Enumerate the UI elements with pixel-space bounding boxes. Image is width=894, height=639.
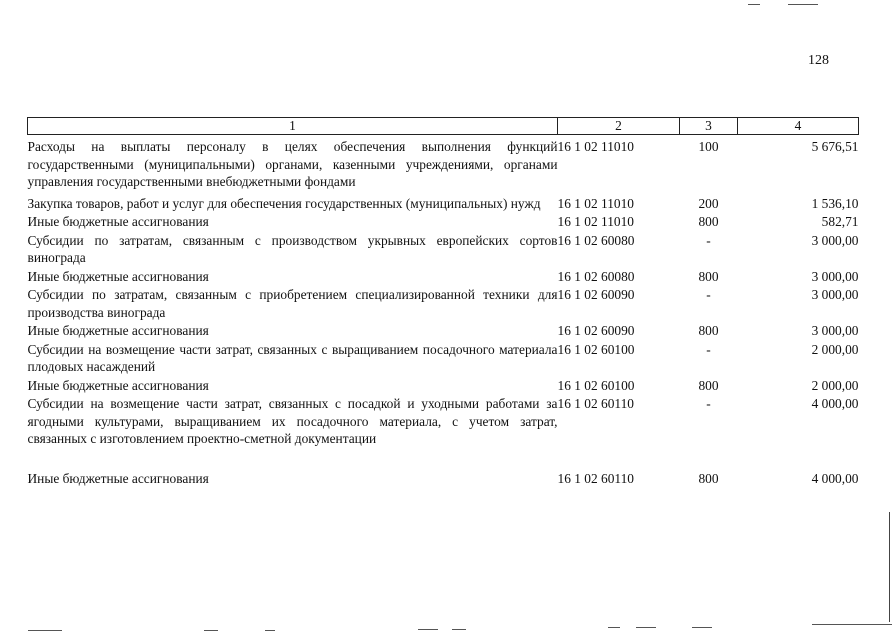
- row-type: -: [706, 341, 711, 357]
- scan-artifact-bottom-8: [692, 627, 712, 628]
- row-type: 800: [698, 323, 719, 338]
- row-amount: 582,71: [821, 214, 859, 229]
- row-amount: 3 000,00: [811, 287, 859, 302]
- row-description: Субсидии на возмещение части затрат, связанных с выращиванием посадочного материала плодовых насаждений: [27, 341, 558, 374]
- scan-artifact-bottom-9: [812, 624, 892, 625]
- row-description: Иные бюджетные ассигнования: [27, 214, 209, 229]
- budget-table: [27, 117, 859, 488]
- row-amount: 2 000,00: [811, 377, 859, 393]
- column-header-4: 4: [738, 118, 859, 135]
- row-code: 16 1 02 60100: [557, 377, 635, 393]
- scan-artifact-bottom-7: [636, 627, 656, 628]
- table-row: [28, 395, 859, 449]
- table-row: [28, 268, 859, 287]
- column-header-3: 3: [680, 118, 738, 135]
- row-amount: 4 000,00: [811, 470, 859, 486]
- row-type: 800: [698, 214, 719, 229]
- row-amount: 3 000,00: [811, 323, 859, 338]
- table-row: [28, 213, 859, 232]
- scan-artifact-bottom-1: [28, 630, 62, 631]
- table-row: [28, 322, 859, 341]
- table-row: [28, 449, 859, 489]
- column-header-1: 1: [28, 118, 558, 135]
- table-row: [28, 341, 859, 377]
- table-body: [28, 135, 859, 489]
- row-type: 100: [698, 139, 719, 154]
- row-amount: 4 000,00: [811, 396, 859, 411]
- row-type: -: [706, 396, 711, 411]
- scan-artifact-bottom-4: [418, 629, 438, 630]
- row-type: 800: [698, 470, 719, 486]
- table-row: [28, 286, 859, 322]
- row-description: Закупка товаров, работ и услуг для обеспечения государственных (муниципальных) нужд: [27, 195, 541, 211]
- row-description: Иные бюджетные ассигнования: [27, 377, 209, 393]
- header-row: [28, 118, 859, 135]
- scan-artifact-bottom-3: [265, 630, 275, 631]
- scan-artifact-top-2: [788, 4, 818, 5]
- page-number: 128: [808, 53, 829, 68]
- row-type: -: [706, 287, 711, 302]
- row-code: 16 1 02 11010: [557, 139, 634, 154]
- row-code: 16 1 02 60110: [557, 396, 634, 411]
- row-type: 800: [698, 377, 719, 393]
- row-type: 200: [698, 195, 719, 211]
- row-description: Иные бюджетные ассигнования: [27, 470, 209, 486]
- scan-artifact-bottom-5: [452, 629, 466, 630]
- table-row: [28, 232, 859, 268]
- row-description: Иные бюджетные ассигнования: [27, 268, 209, 284]
- row-code: 16 1 02 60110: [557, 470, 634, 486]
- row-code: 16 1 02 11010: [557, 214, 634, 229]
- row-code: 16 1 02 11010: [557, 195, 634, 211]
- table-row: [28, 135, 859, 192]
- row-code: 16 1 02 60090: [557, 323, 635, 338]
- table-row: [28, 377, 859, 396]
- row-type: 800: [698, 268, 719, 284]
- row-description: Субсидии по затратам, связанным с производством укрывных европейских сортов винограда: [27, 232, 558, 265]
- row-code: 16 1 02 60090: [557, 287, 635, 302]
- row-amount: 2 000,00: [811, 341, 859, 357]
- row-description: Субсидии на возмещение части затрат, связанных с посадкой и уходными работами за ягодными культурами, выращиванием их посадочного материала, с учетом затрат, связанных с изготовлением проектно-сметной документации: [27, 396, 558, 446]
- row-type: -: [706, 232, 711, 248]
- row-description: Расходы на выплаты персоналу в целях обеспечения выполнения функций государственными (муниципальными) органами, казенными учреждениями, органами управления государственными внебюджетными фондами: [27, 139, 558, 189]
- row-code: 16 1 02 60080: [557, 268, 635, 284]
- row-description: Иные бюджетные ассигнования: [27, 323, 209, 338]
- column-header-2: 2: [558, 118, 680, 135]
- row-code: 16 1 02 60100: [557, 341, 635, 357]
- row-amount: 1 536,10: [811, 195, 859, 211]
- scan-artifact-top-1: [748, 4, 760, 5]
- row-amount: 3 000,00: [811, 232, 859, 248]
- table-row: [28, 192, 859, 214]
- table-header: [28, 118, 859, 135]
- scan-artifact-bottom-2: [204, 630, 218, 631]
- row-amount: 5 676,51: [811, 139, 859, 154]
- row-amount: 3 000,00: [811, 268, 859, 284]
- row-code: 16 1 02 60080: [557, 232, 635, 248]
- scan-artifact-right-edge: [889, 512, 890, 622]
- row-description: Субсидии по затратам, связанным с приобретением специализированной техники для производства винограда: [27, 287, 558, 320]
- scan-artifact-bottom-6: [608, 627, 620, 628]
